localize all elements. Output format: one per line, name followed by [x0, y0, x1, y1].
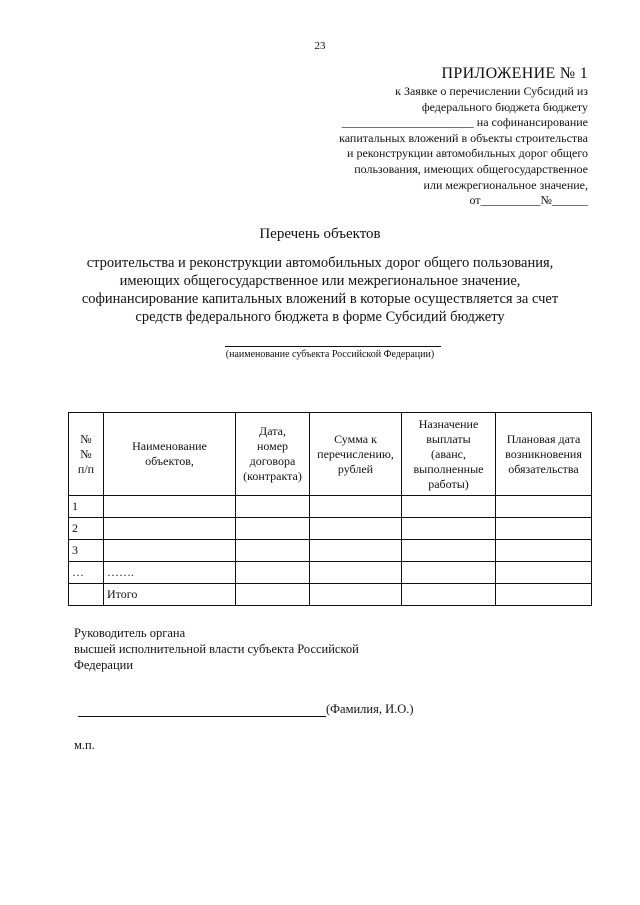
cell-purpose[interactable] [402, 562, 496, 584]
cell-planned-date[interactable] [496, 584, 592, 606]
cell-total-label: Итого [104, 584, 236, 606]
stamp-label: м.п. [74, 738, 95, 752]
subtitle-line: софинансирование капитальных вложений в которые осуществляется за счет [81, 291, 559, 307]
cell-contract[interactable] [236, 562, 310, 584]
subject-caption: (наименование субъекта Российской Федерации) [225, 349, 435, 360]
subtitle-line: имеющих общегосударственное или межрегиональное значение, [119, 273, 521, 289]
document-subtitle [40, 254, 600, 326]
appendix-line: от__________№______ [469, 193, 588, 208]
page-number: 23 [314, 40, 326, 52]
appendix-line: или межрегиональное значение, [423, 177, 588, 192]
cell-planned-date[interactable] [496, 496, 592, 518]
signer-line: Федерации [74, 658, 134, 672]
cell-purpose[interactable] [402, 496, 496, 518]
signer-line: высшей исполнительной власти субъекта Российской [74, 642, 359, 656]
cell-contract[interactable] [236, 540, 310, 562]
cell-name[interactable] [104, 540, 236, 562]
table-row [69, 540, 592, 562]
appendix-title: ПРИЛОЖЕНИЕ № 1 [441, 65, 588, 82]
cell-contract[interactable] [236, 584, 310, 606]
cell-name[interactable] [104, 496, 236, 518]
cell-name[interactable]: ……. [104, 562, 236, 584]
cell-amount[interactable] [310, 540, 402, 562]
cell-number[interactable]: 2 [69, 518, 104, 540]
header-contract [236, 413, 310, 496]
signer-block [74, 625, 474, 673]
signer-line: Руководитель органа [74, 626, 186, 640]
cell-purpose[interactable] [402, 540, 496, 562]
header-name-text: Наименование объектов, [132, 439, 207, 468]
cell-amount[interactable] [310, 562, 402, 584]
header-number [69, 413, 104, 496]
header-contract-text: Дата, номер договора (контракта) [243, 424, 302, 483]
header-planned-date-text: Плановая дата возникновения обязательства [505, 431, 582, 476]
header-name [104, 413, 236, 496]
appendix-line: к Заявке о перечислении Субсидий из [395, 84, 588, 98]
table-row [69, 562, 592, 584]
subtitle-line: строительства и реконструкции автомобильных дорог общего пользования, [86, 255, 554, 271]
signature-caption: (Фамилия, И.О.) [326, 702, 414, 716]
objects-table [68, 412, 592, 606]
cell-number[interactable]: … [69, 562, 104, 584]
header-purpose [402, 413, 496, 496]
cell-planned-date[interactable] [496, 518, 592, 540]
header-number-text: № № п/п [77, 431, 95, 476]
signature-fill-line [78, 716, 326, 717]
table-row [69, 496, 592, 518]
cell-planned-date[interactable] [496, 540, 592, 562]
appendix-line: ______________________ на софинансирование [341, 115, 588, 130]
cell-planned-date[interactable] [496, 562, 592, 584]
header-amount-text: Сумма к перечислению, рублей [317, 431, 394, 476]
appendix-line: капитальных вложений в объекты строительства [339, 130, 588, 145]
cell-purpose[interactable] [402, 518, 496, 540]
header-amount [310, 413, 402, 496]
cell-contract[interactable] [236, 518, 310, 540]
cell-amount[interactable] [310, 584, 402, 606]
appendix-line: пользования, имеющих общегосударственное [354, 161, 588, 176]
cell-number[interactable]: 3 [69, 540, 104, 562]
table-header-row [69, 413, 592, 496]
document-title: Перечень объектов [259, 226, 381, 242]
appendix-block [298, 64, 588, 209]
subject-fill-line [225, 346, 441, 347]
cell-name[interactable] [104, 518, 236, 540]
cell-number[interactable]: 1 [69, 496, 104, 518]
cell-purpose[interactable] [402, 584, 496, 606]
header-purpose-text: Назначение выплаты (аванс, выполненные работы) [413, 416, 484, 491]
appendix-line: и реконструкции автомобильных дорог общего [347, 146, 588, 161]
table-total-row [69, 584, 592, 606]
cell-contract[interactable] [236, 496, 310, 518]
header-planned-date [496, 413, 592, 496]
subtitle-line: средств федерального бюджета в форме Субсидий бюджету [135, 309, 505, 325]
cell-amount[interactable] [310, 518, 402, 540]
appendix-line: федерального бюджета бюджету [421, 99, 588, 114]
table-row [69, 518, 592, 540]
cell-amount[interactable] [310, 496, 402, 518]
cell-number[interactable] [69, 584, 104, 606]
